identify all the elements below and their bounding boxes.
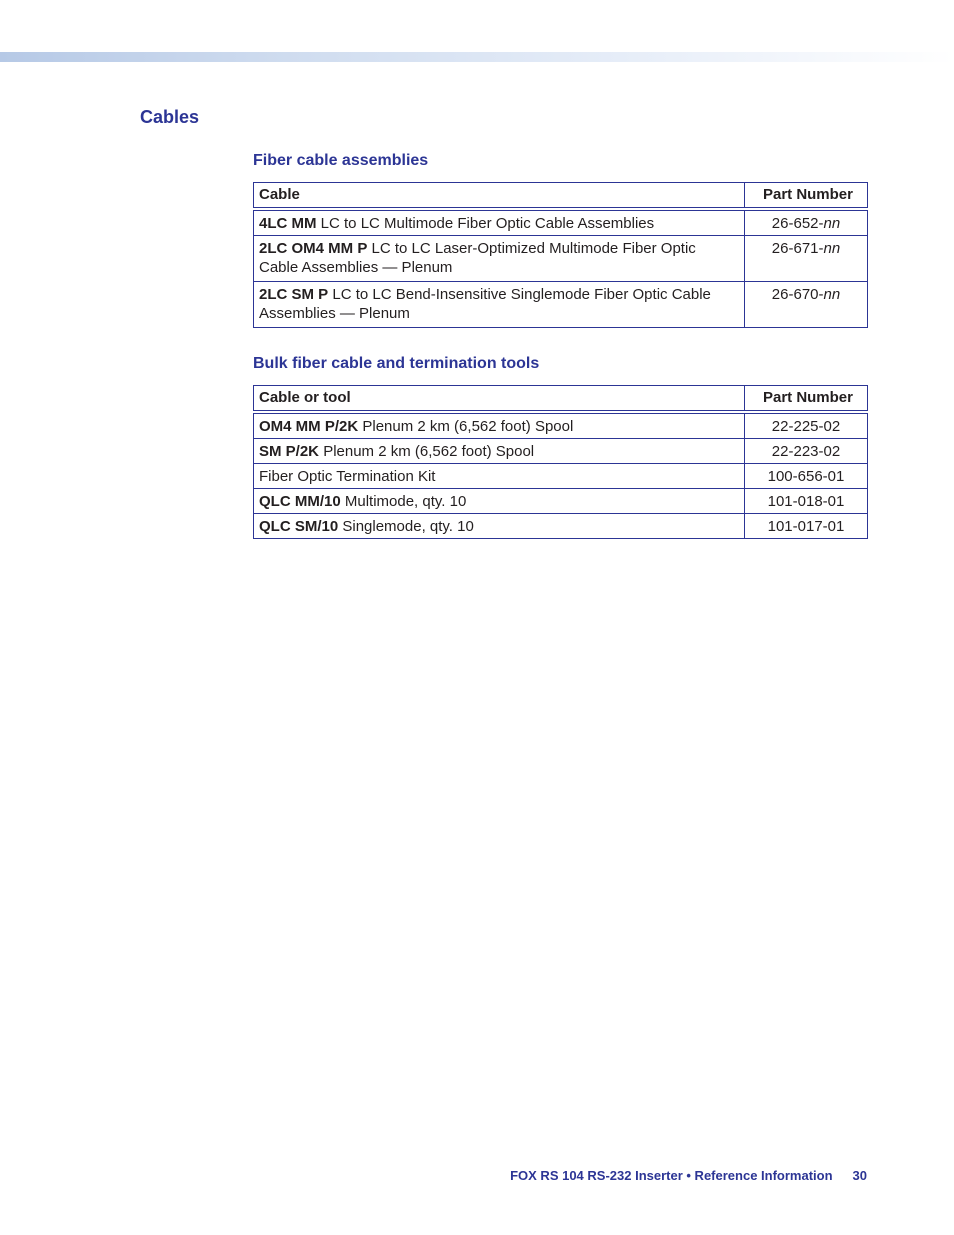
model-code: QLC MM/10 — [259, 493, 341, 510]
column-header-cable: Cable — [254, 183, 745, 210]
table-header-row — [254, 183, 868, 210]
table-row — [254, 489, 868, 514]
bulk-fiber-table — [253, 385, 868, 539]
description-text: Multimode, qty. 10 — [344, 493, 467, 510]
bulk-fiber-title: Bulk fiber cable and termination tools — [253, 355, 540, 372]
description-cell — [254, 236, 745, 282]
description-cell — [254, 514, 745, 539]
model-code: 2LC OM4 MM P — [259, 240, 368, 257]
part-number: 26-671- — [771, 240, 824, 257]
table-row — [254, 412, 868, 439]
description-cell — [254, 464, 745, 489]
section-title: Cables — [140, 107, 200, 127]
part-number: 26-652- — [771, 215, 824, 232]
part-number-suffix: nn — [823, 215, 841, 232]
part-number-cell — [745, 236, 868, 282]
description-cell — [254, 439, 745, 464]
column-header-cable-or-tool: Cable or tool — [254, 386, 745, 413]
fiber-assemblies-table — [253, 182, 868, 328]
header-band — [0, 52, 954, 62]
fiber-assemblies-title: Fiber cable assemblies — [253, 152, 429, 169]
part-number-cell: 101-018-01 — [745, 489, 868, 514]
page-footer — [510, 1168, 867, 1183]
part-number-cell: 100-656-01 — [745, 464, 868, 489]
table-row — [254, 209, 868, 236]
page-number: 30 — [852, 1168, 867, 1183]
table-row — [254, 464, 868, 489]
part-number-cell — [745, 209, 868, 236]
part-number-cell: 101-017-01 — [745, 514, 868, 539]
part-number: 26-670- — [771, 286, 824, 303]
table-row — [254, 282, 868, 328]
column-header-part-number: Part Number — [745, 386, 868, 413]
column-header-part-number: Part Number — [745, 183, 868, 210]
model-code: SM P/2K — [259, 443, 320, 460]
description-cell — [254, 282, 745, 328]
description-text: Plenum 2 km (6,562 foot) Spool — [362, 418, 574, 435]
description-text: Singlemode, qty. 10 — [342, 518, 474, 535]
table-row — [254, 514, 868, 539]
description-text: Plenum 2 km (6,562 foot) Spool — [323, 443, 535, 460]
description-text: Fiber Optic Termination Kit — [259, 468, 436, 485]
footer-document-title: FOX RS 104 RS-232 Inserter • Reference Information — [510, 1168, 833, 1183]
part-number-suffix: nn — [823, 286, 841, 303]
table-row — [254, 236, 868, 282]
part-number-suffix: nn — [823, 240, 841, 257]
table-header-row — [254, 386, 868, 413]
part-number-cell: 22-223-02 — [745, 439, 868, 464]
model-code: OM4 MM P/2K — [259, 418, 359, 435]
model-code: 2LC SM P — [259, 286, 329, 303]
description-cell — [254, 412, 745, 439]
part-number-cell — [745, 282, 868, 328]
description-text: LC to LC Bend-Insensitive Singlemode Fiber Optic Cable Assemblies — Plenum — [259, 286, 711, 322]
description-cell — [254, 489, 745, 514]
description-text: LC to LC Laser-Optimized Multimode Fiber Optic Cable Assemblies — Plenum — [259, 240, 696, 276]
part-number-cell: 22-225-02 — [745, 412, 868, 439]
description-text: LC to LC Multimode Fiber Optic Cable Assemblies — [320, 215, 655, 232]
description-cell — [254, 209, 745, 236]
model-code: QLC SM/10 — [259, 518, 339, 535]
table-row — [254, 439, 868, 464]
model-code: 4LC MM — [259, 215, 317, 232]
